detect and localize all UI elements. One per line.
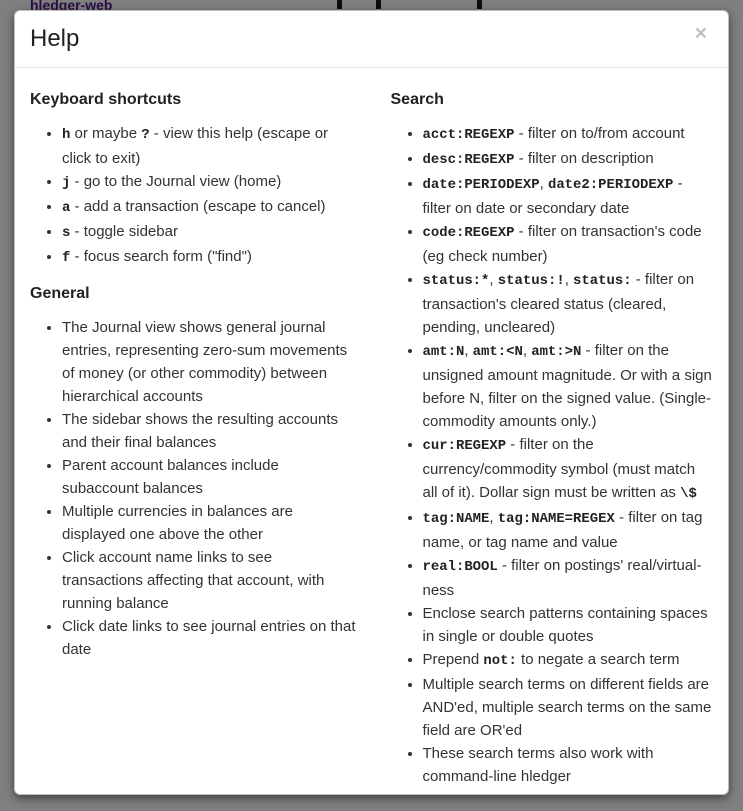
code-term: status:!	[497, 273, 565, 289]
item-text: - go to the Journal view (home)	[70, 173, 282, 190]
list-item	[62, 408, 356, 454]
help-modal	[14, 10, 729, 795]
item-text: - view this help (escape or click to exit)	[62, 125, 329, 167]
item-text: - filter on description	[514, 150, 654, 167]
code-term: tag:NAME	[422, 511, 490, 527]
item-text: ,	[539, 175, 548, 192]
list-item	[62, 546, 356, 615]
code-term: date:PERIODEXP	[422, 177, 540, 193]
item-text: ,	[522, 342, 532, 359]
item-text: - filter on tag name, or tag name and value	[422, 509, 703, 551]
list-item	[62, 195, 356, 220]
list-item	[62, 220, 356, 245]
modal-header	[15, 11, 728, 68]
list-item	[62, 122, 356, 170]
list-item	[62, 454, 356, 500]
item-text: - add a transaction (escape to cancel)	[70, 198, 326, 215]
list-item	[62, 245, 356, 270]
item-text: ,	[489, 271, 498, 288]
list-item	[423, 742, 714, 788]
help-list	[391, 122, 714, 788]
code-term: tag:NAME=REGEX	[497, 511, 615, 527]
code-term: ?	[141, 127, 150, 143]
item-text: Prepend	[422, 651, 484, 668]
item-text: - filter on postings' real/virtual-ness	[422, 557, 702, 599]
item-text: Parent account balances include subaccount balances	[62, 457, 279, 497]
list-item	[62, 316, 356, 408]
item-text: Enclose search patterns containing spaces in single or double quotes	[422, 605, 708, 645]
code-term: not:	[483, 653, 517, 669]
item-text: Click account name links to see transactions affecting that account, with running balance	[62, 549, 325, 612]
list-item	[423, 433, 714, 506]
item-text: - filter on transaction's cleared status (cleared, pending, uncleared)	[422, 271, 695, 336]
code-term: a	[62, 200, 71, 216]
code-term: status:	[573, 273, 632, 289]
item-text: - focus search form ("find")	[70, 248, 252, 265]
item-text: - filter on to/from account	[514, 125, 685, 142]
code-term: amt:N	[422, 344, 465, 360]
list-item	[423, 339, 714, 433]
item-text: Multiple search terms on different fields are AND'ed, multiple search terms on the same field are OR'ed	[422, 676, 712, 739]
list-item	[62, 500, 356, 546]
item-text: ,	[564, 271, 574, 288]
item-text: ,	[489, 509, 498, 526]
item-text: - filter on the currency/commodity symbol (must match all of it). Dollar sign must be written as	[422, 436, 696, 501]
code-term: amt:<N	[472, 344, 523, 360]
list-item	[423, 673, 714, 742]
list-item	[423, 220, 714, 268]
section-heading: Keyboard shortcuts	[30, 91, 182, 108]
right-column	[372, 76, 714, 795]
modal-body	[15, 68, 728, 795]
code-term: f	[62, 250, 71, 266]
code-term: real:BOOL	[422, 559, 498, 575]
item-text: - filter on date or secondary date	[422, 175, 683, 217]
code-term: j	[62, 175, 71, 191]
code-term: \$	[680, 486, 697, 502]
section-heading: Search	[390, 91, 444, 108]
list-item	[423, 648, 714, 673]
list-item	[423, 172, 714, 220]
modal-title: Help	[30, 25, 80, 52]
list-item	[423, 554, 714, 602]
code-term: desc:REGEXP	[422, 152, 515, 168]
list-item	[62, 615, 356, 661]
item-text: - toggle sidebar	[70, 223, 178, 240]
code-term: h	[62, 127, 71, 143]
left-column	[30, 76, 372, 795]
section-heading: General	[30, 285, 90, 302]
item-text: to negate a search term	[516, 651, 680, 668]
list-item	[423, 147, 714, 172]
code-term: code:REGEXP	[422, 225, 515, 241]
list-item	[423, 602, 714, 648]
list-item	[423, 122, 714, 147]
item-text: or maybe	[70, 125, 142, 142]
help-list	[30, 122, 356, 270]
item-text: These search terms also work with command-line hledger	[422, 745, 654, 785]
code-term: status:*	[422, 273, 490, 289]
code-term: cur:REGEXP	[422, 438, 507, 454]
item-text: - filter on transaction's code (eg check number)	[422, 223, 702, 265]
code-term: acct:REGEXP	[422, 127, 515, 143]
help-list	[30, 316, 356, 661]
code-term: date2:PERIODEXP	[547, 177, 674, 193]
list-item	[62, 170, 356, 195]
list-item	[423, 506, 714, 554]
list-item	[423, 268, 714, 339]
item-text: The Journal view shows general journal entries, representing zero-sum movements of money (or other commodity) between hierarchical accounts	[62, 319, 348, 405]
code-term: amt:>N	[531, 344, 582, 360]
item-text: Multiple currencies in balances are displayed one above the other	[62, 503, 293, 543]
item-text: Click date links to see journal entries on that date	[62, 618, 356, 658]
item-text: - filter on the unsigned amount magnitude. Or with a sign before N, filter on the signed value. (Single-commodity amounts only.)	[422, 342, 712, 430]
code-term: s	[62, 225, 71, 241]
close-icon[interactable]: ×	[694, 22, 707, 45]
item-text: The sidebar shows the resulting accounts and their final balances	[62, 411, 338, 451]
item-text: ,	[464, 342, 473, 359]
